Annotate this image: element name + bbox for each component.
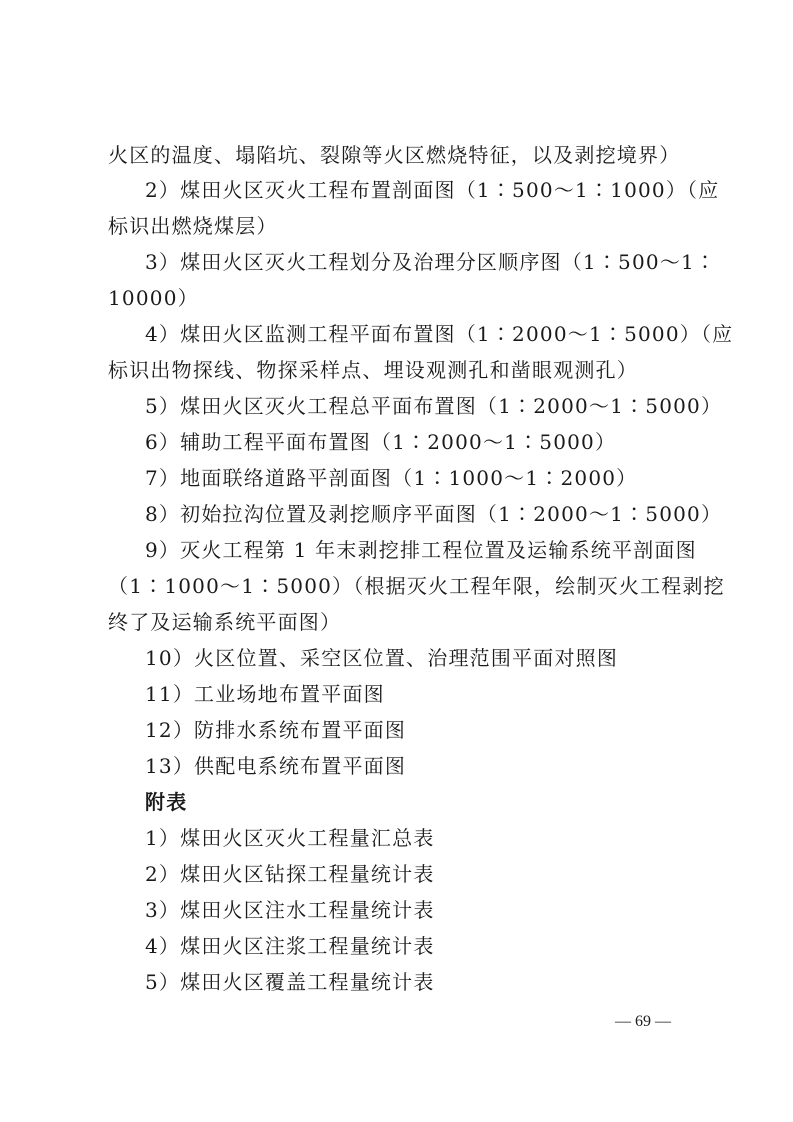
figure-item-6: 6）辅助工程平面布置图（1∶2000～1∶5000）	[145, 430, 617, 454]
appendix-item-1: 1）煤田火区灭火工程量汇总表	[145, 826, 435, 850]
figure-item-3-continued: 10000）	[108, 286, 199, 310]
appendix-heading: 附表	[145, 790, 188, 814]
page-number: — 69 —	[615, 1013, 671, 1030]
figure-item-9-continued-2: 终了及运输系统平面图）	[108, 610, 342, 634]
appendix-item-3: 3）煤田火区注水工程量统计表	[145, 898, 435, 922]
figure-item-12: 12）防排水系统布置平面图	[145, 718, 407, 742]
figure-item-4: 4）煤田火区监测工程平面布置图（1∶2000～1∶5000）（应	[145, 322, 734, 346]
figure-item-10: 10）火区位置、采空区位置、治理范围平面对照图	[145, 646, 619, 670]
figure-item-13: 13）供配电系统布置平面图	[145, 754, 407, 778]
appendix-item-5: 5）煤田火区覆盖工程量统计表	[145, 970, 435, 994]
figure-item-9: 9）灭火工程第 1 年末剥挖排工程位置及运输系统平剖面图	[145, 538, 697, 562]
figure-item-4-continued: 标识出物探线、物探采样点、埋设观测孔和凿眼观测孔）	[108, 358, 638, 382]
figure-item-3: 3）煤田火区灭火工程划分及治理分区顺序图（1∶500～1∶	[145, 250, 717, 274]
figure-item-7: 7）地面联络道路平剖面图（1∶1000～1∶2000）	[145, 466, 638, 490]
appendix-item-4: 4）煤田火区注浆工程量统计表	[145, 934, 435, 958]
figure-item-8: 8）初始拉沟位置及剥挖顺序平面图（1∶2000～1∶5000）	[145, 502, 723, 526]
figure-item-2: 2）煤田火区灭火工程布置剖面图（1∶500～1∶1000）（应	[145, 178, 720, 202]
figure-item-5: 5）煤田火区灭火工程总平面布置图（1∶2000～1∶5000）	[145, 394, 723, 418]
figure-item-11: 11）工业场地布置平面图	[145, 682, 385, 706]
figure-item-9-continued: （1∶1000～1∶5000）（根据灭火工程年限，绘制灭火工程剥挖	[108, 574, 725, 598]
figure-item-2-continued: 标识出燃烧煤层）	[108, 214, 278, 238]
appendix-item-2: 2）煤田火区钻探工程量统计表	[145, 862, 435, 886]
text-line-fire-features: 火区的温度、塌陷坑、裂隙等火区燃烧特征，以及剥挖境界）	[108, 143, 681, 167]
